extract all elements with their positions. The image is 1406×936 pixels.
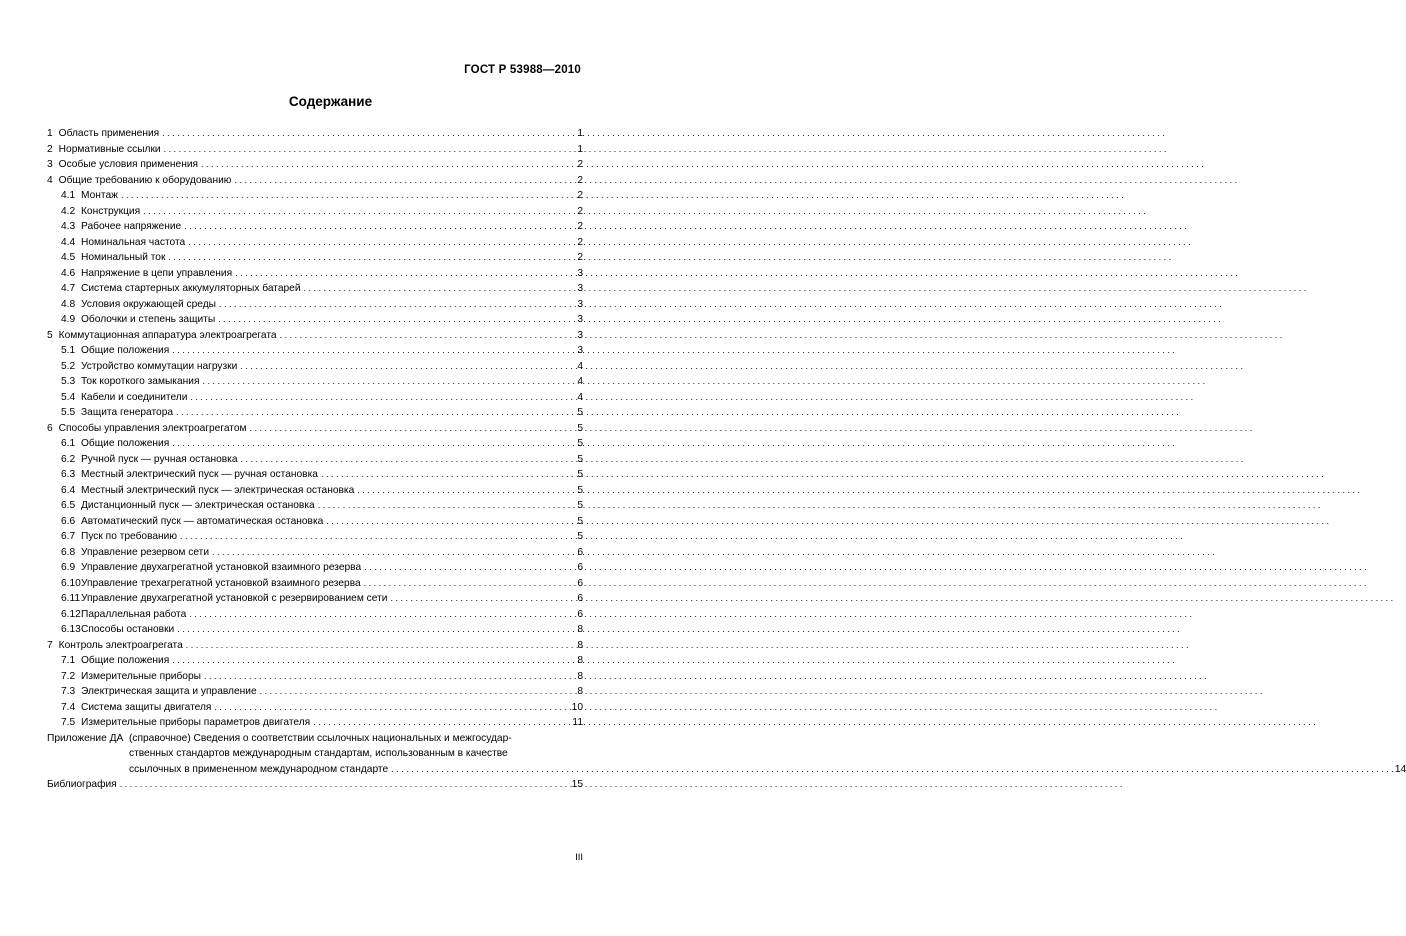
document-code: ГОСТ Р 53988—2010 <box>464 64 581 76</box>
appendix-line-2: ственных стандартов международным стандартам, использованным в качестве <box>129 748 508 759</box>
toc-entry-number: 6.10 <box>61 577 81 589</box>
toc-entry-number: 5.4 <box>61 391 76 403</box>
appendix-body <box>129 731 1406 778</box>
leader-dots <box>177 622 576 638</box>
toc-entry-page: 5 <box>577 531 583 542</box>
toc-entry-number: 6.9 <box>61 562 76 573</box>
toc-entry-page: 1 <box>577 143 583 155</box>
toc-entry-text: Рабочее напряжение <box>81 221 182 232</box>
leader-dots <box>162 126 576 142</box>
leader-dots <box>318 498 577 514</box>
toc-entry-page: 5 <box>577 484 583 496</box>
toc-entry-number: 6.7 <box>61 531 76 542</box>
leader-dots <box>234 173 576 189</box>
toc-entry-number: 6.13 <box>61 624 81 635</box>
toc-entry-text: Конструкция <box>81 205 141 217</box>
leader-dots <box>240 359 576 375</box>
toc-entry-text: Общие положения <box>81 438 170 449</box>
leader-dots <box>235 266 576 282</box>
toc-entry-page: 4 <box>577 360 583 372</box>
toc-entry-text: Контроль электроагрегата <box>58 639 183 651</box>
toc-entry[interactable] <box>47 343 583 359</box>
toc-entry[interactable] <box>47 405 583 421</box>
leader-dots <box>188 235 576 251</box>
leader-dots <box>357 483 576 499</box>
toc-entry[interactable] <box>47 452 583 468</box>
toc-entry-page: 4 <box>577 376 583 387</box>
bibliography-page: 15 <box>571 779 583 790</box>
leader-dots <box>241 452 577 468</box>
toc-entry[interactable] <box>47 235 583 251</box>
toc-entry-text: Защита генератора <box>81 407 174 418</box>
appendix-page: 14 <box>1394 763 1406 775</box>
toc-entry-number: 6.3 <box>61 469 76 480</box>
toc-entry-page: 6 <box>577 608 583 620</box>
toc-entry-text: Параллельная работа <box>81 608 187 620</box>
toc-entry-number: 2 <box>47 143 53 155</box>
leader-dots <box>121 188 576 204</box>
toc-entry[interactable] <box>47 297 583 313</box>
toc-entry-number: 4.2 <box>61 205 76 217</box>
toc-entry-number: 5.3 <box>61 376 76 387</box>
toc-entry[interactable] <box>47 328 583 344</box>
toc-entry[interactable] <box>47 142 583 158</box>
toc-entry[interactable] <box>47 514 583 530</box>
leader-dots <box>172 343 576 359</box>
toc-entry-text: Условия окружающей среды <box>81 298 216 310</box>
leader-dots <box>250 421 577 437</box>
leader-dots <box>326 514 576 530</box>
toc-entry[interactable] <box>47 684 583 700</box>
toc-entry-page: 5 <box>577 500 583 511</box>
toc-entry[interactable] <box>47 591 583 607</box>
toc-entry-number: 4.6 <box>61 267 76 279</box>
toc-entry-number: 6.11 <box>61 593 81 604</box>
leader-dots <box>280 328 577 344</box>
toc-entry-page: 5 <box>577 469 583 480</box>
toc-entry-page: 3 <box>577 329 583 341</box>
toc-entry-page: 2 <box>577 205 583 217</box>
toc-entry-text: Измерительные приборы <box>81 670 201 682</box>
leader-dots <box>212 545 576 561</box>
toc-entry[interactable] <box>47 281 583 297</box>
toc-entry-number: 1 <box>47 128 53 139</box>
toc-appendix-entry[interactable] <box>47 731 1406 778</box>
toc-entry-text: Электрическая защита и управление <box>81 686 257 697</box>
toc-entry-text: Номинальный ток <box>81 252 166 263</box>
leader-dots <box>189 607 576 623</box>
toc-entry-number: 6.4 <box>61 484 76 496</box>
leader-dots <box>168 250 576 266</box>
toc-entry-text: Общие положения <box>81 345 170 356</box>
toc-entry[interactable] <box>47 622 583 638</box>
toc-entry[interactable] <box>47 421 583 437</box>
toc-entry[interactable] <box>47 467 583 483</box>
toc-entry[interactable] <box>47 436 583 452</box>
toc-entry-page: 3 <box>577 314 583 325</box>
toc-entry-page: 5 <box>577 515 583 527</box>
toc-entry-text: Измерительные приборы параметров двигателя <box>81 717 311 728</box>
leader-dots <box>364 576 577 592</box>
toc-entry-number: 6 <box>47 422 53 434</box>
leader-dots <box>214 700 570 716</box>
appendix-line-1: (справочное) Сведения о соответствии ссылочных национальных и межгосудар- <box>129 732 512 744</box>
toc-entry-number: 5.5 <box>61 407 76 418</box>
toc-entry[interactable] <box>47 607 583 623</box>
toc-entry-number: 4.3 <box>61 221 76 232</box>
toc-entry-text: Пуск по требованию <box>81 531 177 542</box>
toc-entry-page: 2 <box>577 236 583 248</box>
toc-entry-text: Область применения <box>58 128 160 139</box>
toc-entry-text: Коммутационная аппаратура электроагрегата <box>58 329 277 341</box>
leader-dots <box>172 653 576 669</box>
toc-entry-page: 8 <box>577 639 583 651</box>
toc-entry[interactable] <box>47 390 583 406</box>
toc-entry-number: 4.7 <box>61 283 76 294</box>
page-number: III <box>575 852 583 863</box>
leader-dots <box>180 529 576 545</box>
toc-entry-text: Общие положения <box>81 655 170 666</box>
toc-entry-number: 7.5 <box>61 717 76 728</box>
toc-entry-text: Местный электрический пуск — электрическая остановка <box>81 484 355 496</box>
toc-entry-page: 5 <box>577 407 583 418</box>
leader-dots <box>390 591 576 607</box>
toc-entry-number: 7.4 <box>61 701 76 713</box>
toc-entry-number: 5.1 <box>61 345 76 356</box>
toc-entry-text: Напряжение в цепи управления <box>81 267 233 279</box>
toc-entry-number: 5.2 <box>61 360 76 372</box>
toc-entry-text: Управление трехагрегатной установкой взаимного резерва <box>81 577 361 589</box>
toc-entry-text: Ручной пуск — ручная остановка <box>81 453 238 465</box>
toc-entry-page: 3 <box>577 298 583 310</box>
leader-dots <box>176 405 576 421</box>
table-of-contents <box>47 126 1406 793</box>
toc-entry[interactable] <box>47 669 583 685</box>
leader-dots <box>172 436 576 452</box>
toc-entry-text: Ток короткого замыкания <box>81 376 200 387</box>
toc-entry-text: Местный электрический пуск — ручная остановка <box>81 469 318 480</box>
toc-entry-number: 5 <box>47 329 53 341</box>
toc-entry-page: 1 <box>577 128 583 139</box>
toc-entry[interactable] <box>47 173 583 189</box>
toc-entry[interactable] <box>47 126 583 142</box>
toc-entry-page: 5 <box>577 422 583 434</box>
toc-entry-number: 6.5 <box>61 500 76 511</box>
toc-entry-text: Управление двухагрегатной установкой с резервированием сети <box>81 593 388 604</box>
toc-entry-page: 5 <box>577 438 583 449</box>
toc-entry[interactable] <box>47 312 583 328</box>
toc-entry-number: 7.3 <box>61 686 76 697</box>
toc-entry-text: Система стартерных аккумуляторных батарей <box>81 283 301 294</box>
toc-entry-page: 10 <box>571 701 583 713</box>
toc-entry-page: 8 <box>577 670 583 682</box>
toc-entry-page: 3 <box>577 267 583 279</box>
toc-entry-number: 3 <box>47 159 53 170</box>
toc-entry-number: 7.2 <box>61 670 76 682</box>
toc-entry-number: 6.8 <box>61 546 76 558</box>
toc-entry-number: 6.2 <box>61 453 76 465</box>
toc-entry-text: Дистанционный пуск — электрическая остановка <box>81 500 315 511</box>
toc-entry-page: 8 <box>577 686 583 697</box>
toc-entry-text: Номинальная частота <box>81 236 186 248</box>
toc-entry[interactable] <box>47 545 583 561</box>
toc-entry[interactable] <box>47 266 583 282</box>
toc-entry[interactable] <box>47 250 583 266</box>
toc-entry[interactable] <box>47 653 583 669</box>
leader-dots <box>120 777 571 793</box>
toc-entry-page: 6 <box>577 577 583 589</box>
toc-entry-text: Общие требованию к оборудованию <box>58 174 232 186</box>
toc-entry[interactable] <box>47 483 583 499</box>
toc-entry-page: 6 <box>577 546 583 558</box>
leader-dots <box>364 560 576 576</box>
toc-entry-page: 6 <box>577 593 583 604</box>
toc-entry-text: Кабели и соединители <box>81 391 188 403</box>
toc-entry[interactable] <box>47 204 583 220</box>
toc-entry-page: 2 <box>577 190 583 201</box>
toc-entry-page: 2 <box>577 221 583 232</box>
leader-dots <box>201 157 576 173</box>
toc-entry-page: 8 <box>577 655 583 666</box>
toc-entry[interactable] <box>47 700 583 716</box>
toc-entry[interactable] <box>47 359 583 375</box>
leader-dots <box>321 467 576 483</box>
toc-entry-page: 3 <box>577 345 583 356</box>
leader-dots <box>186 638 577 654</box>
toc-entry-page: 8 <box>577 624 583 635</box>
toc-entry[interactable] <box>47 498 583 514</box>
leader-dots <box>313 715 571 731</box>
leader-dots <box>304 281 577 297</box>
toc-entry-page: 4 <box>577 391 583 403</box>
toc-entry-number: 4.9 <box>61 314 76 325</box>
leader-dots <box>219 297 576 313</box>
toc-entry-text: Устройство коммутации нагрузки <box>81 360 238 372</box>
toc-entry[interactable] <box>47 715 583 731</box>
toc-list <box>47 126 583 731</box>
toc-entry-number: 4.5 <box>61 252 76 263</box>
toc-entry-number: 7 <box>47 639 53 651</box>
toc-entry-text: Система защиты двигателя <box>81 701 212 713</box>
leader-dots <box>218 312 576 328</box>
page-title: Содержание <box>288 94 373 109</box>
toc-entry[interactable] <box>47 374 583 390</box>
toc-bibliography-entry[interactable] <box>47 777 583 793</box>
toc-entry-text: Монтаж <box>81 190 118 201</box>
leader-dots <box>202 374 576 390</box>
leader-dots <box>184 219 576 235</box>
toc-entry[interactable] <box>47 576 583 592</box>
toc-entry[interactable] <box>47 560 583 576</box>
toc-entry-number: 7.1 <box>61 655 76 666</box>
toc-entry-number: 4.4 <box>61 236 76 248</box>
toc-entry-number: 4.1 <box>61 190 76 201</box>
toc-entry-text: Управление резервом сети <box>81 546 210 558</box>
toc-entry-text: Управление двухагрегатной установкой взаимного резерва <box>81 562 362 573</box>
toc-entry-text: Оболочки и степень защиты <box>81 314 216 325</box>
leader-dots <box>204 669 576 685</box>
toc-entry-page: 5 <box>577 453 583 465</box>
appendix-line-3-text: ссылочных в примененном международном стандарте <box>129 763 389 775</box>
toc-entry-page: 6 <box>577 562 583 573</box>
toc-entry-page: 2 <box>577 252 583 263</box>
appendix-line-3 <box>129 762 1406 778</box>
toc-entry-text: Способы остановки <box>81 624 175 635</box>
toc-entry-number: 4.8 <box>61 298 76 310</box>
toc-entry-text: Автоматический пуск — автоматическая остановка <box>81 515 324 527</box>
bibliography-text: Библиография <box>47 779 117 790</box>
toc-entry[interactable] <box>47 638 583 654</box>
toc-entry-page: 11 <box>572 717 583 728</box>
leader-dots <box>143 204 576 220</box>
toc-entry-page: 2 <box>577 174 583 186</box>
appendix-label: Приложение ДА <box>47 732 124 744</box>
toc-entry-number: 4 <box>47 174 53 186</box>
leader-dots <box>391 762 1394 778</box>
toc-entry-text: Способы управления электроагрегатом <box>58 422 247 434</box>
toc-entry-number: 6.6 <box>61 515 76 527</box>
toc-entry-page: 2 <box>577 159 583 170</box>
toc-entry[interactable] <box>47 157 583 173</box>
toc-entry-page: 3 <box>577 283 583 294</box>
toc-entry-number: 6.1 <box>61 438 76 449</box>
toc-entry-text: Особые условия применения <box>58 159 199 170</box>
toc-entry-number: 6.12 <box>61 608 81 620</box>
leader-dots <box>260 684 577 700</box>
toc-entry[interactable] <box>47 529 583 545</box>
leader-dots <box>164 142 577 158</box>
leader-dots <box>190 390 576 406</box>
toc-entry[interactable] <box>47 219 583 235</box>
toc-entry-text: Нормативные ссылки <box>58 143 161 155</box>
toc-entry[interactable] <box>47 188 583 204</box>
